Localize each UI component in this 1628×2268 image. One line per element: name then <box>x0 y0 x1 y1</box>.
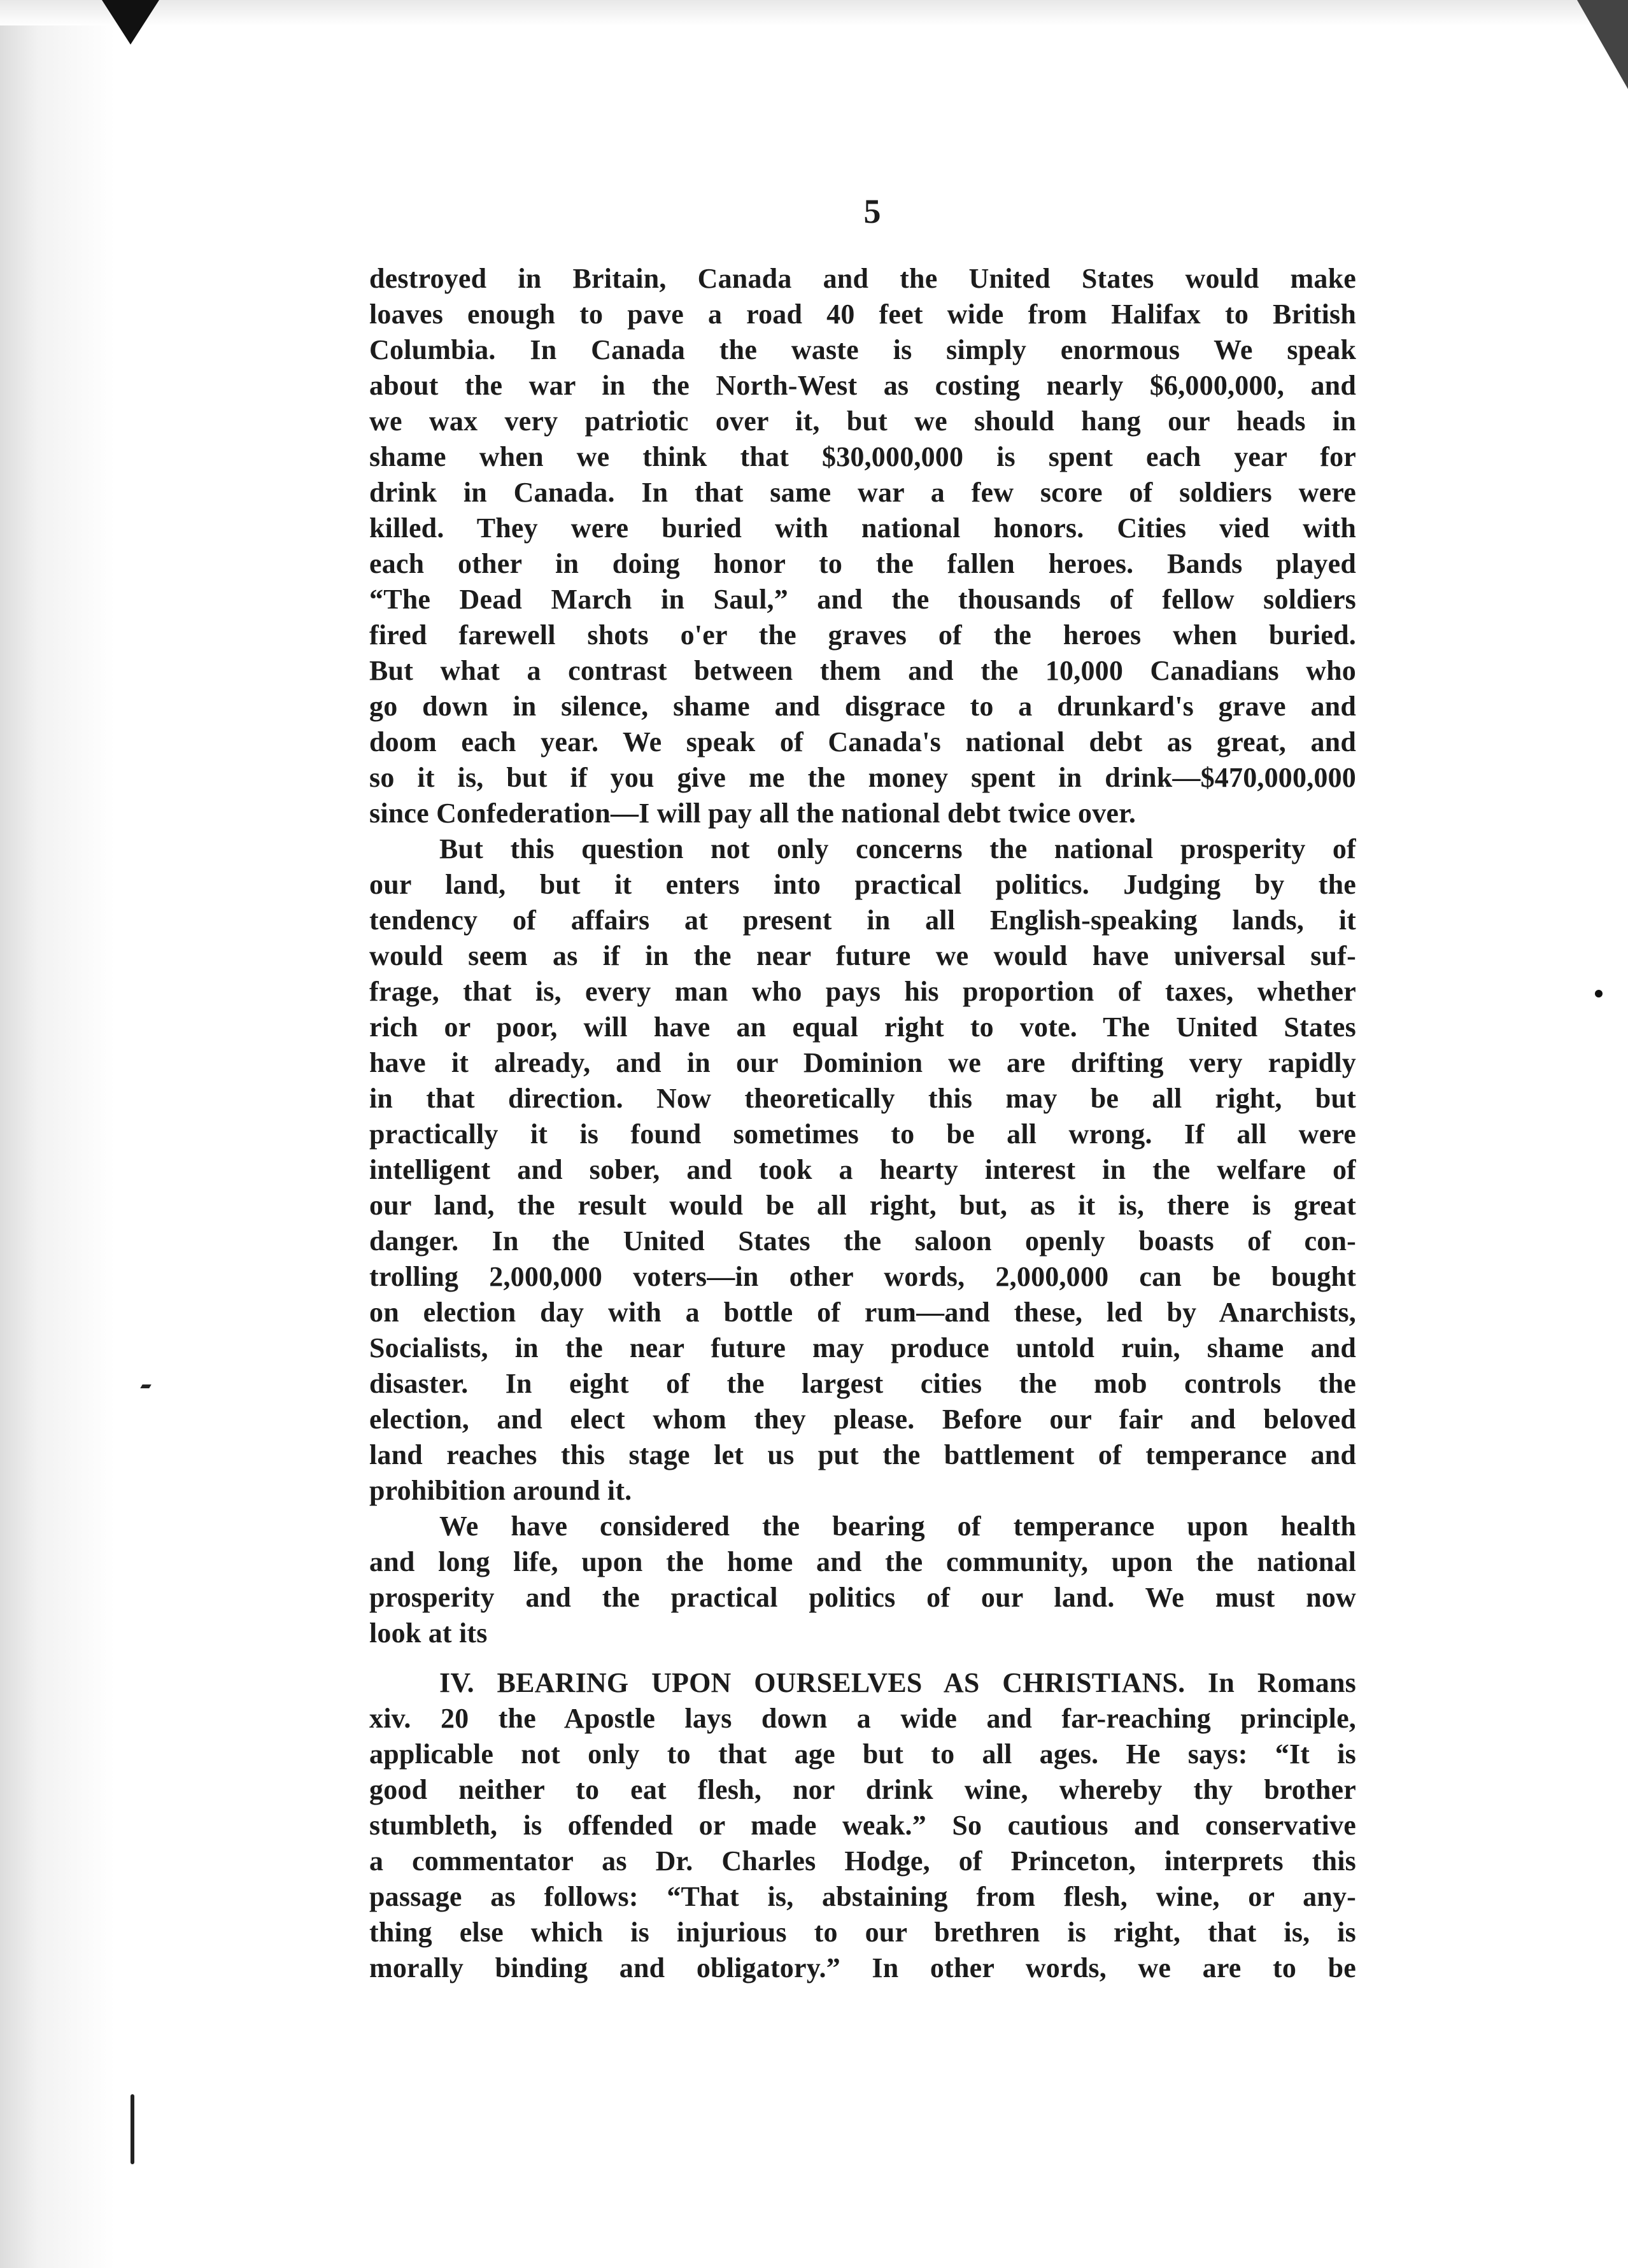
scan-corner-mark-left <box>102 0 159 45</box>
text-line: applicable not only to that age but to all ages. He says: “It is <box>369 1738 1356 1770</box>
paragraph <box>369 261 1356 831</box>
text-line: disaster. In eight of the largest cities the mob controls the <box>369 1368 1356 1399</box>
text-line: morally binding and obligatory.” In other words, we are to be <box>369 1952 1356 1983</box>
text-line: tendency of affairs at present in all English-speaking lands, it <box>369 905 1356 936</box>
scan-shadow-left <box>0 0 146 2268</box>
text-line: drink in Canada. In that same war a few score of soldiers were <box>369 477 1356 508</box>
text-line: But this question not only concerns the national prosperity of <box>439 833 1356 864</box>
text-line: shame when we think that $30,000,000 is spent each year for <box>369 441 1356 472</box>
text-line: destroyed in Britain, Canada and the United States would make <box>369 263 1356 294</box>
text-line: stumbleth, is offended or made weak.” So cautious and conservative <box>369 1810 1356 1841</box>
text-line: on election day with a bottle of rum—and these, led by Anarchists, <box>369 1297 1356 1328</box>
text-line: election, and elect whom they please. Before our fair and beloved <box>369 1404 1356 1435</box>
text-line: xiv. 20 the Apostle lays down a wide and far-reaching principle, <box>369 1703 1356 1734</box>
page-number: 5 <box>863 192 881 230</box>
text-line: Columbia. In Canada the waste is simply enormous We speak <box>369 334 1356 365</box>
text-line: look at its <box>369 1617 488 1649</box>
scan-shadow-top <box>0 0 1628 25</box>
text-line: But what a contrast between them and the 10,000 Canadians who <box>369 655 1356 686</box>
text-line: danger. In the United States the saloon openly boasts of con- <box>369 1225 1356 1257</box>
text-line: We have considered the bearing of temperance upon health <box>439 1511 1356 1542</box>
text-line: good neither to eat flesh, nor drink wine, whereby thy brother <box>369 1774 1356 1805</box>
text-line: doom each year. We speak of Canada's national debt as great, and <box>369 726 1356 757</box>
text-line: about the war in the North-West as costing nearly $6,000,000, and <box>369 370 1356 401</box>
text-line: rich or poor, will have an equal right to vote. The United States <box>369 1011 1356 1043</box>
margin-bracket-mark <box>131 2094 134 2164</box>
text-line: IV. BEARING UPON OURSELVES AS CHRISTIANS. In Romans <box>439 1667 1356 1698</box>
text-line: a commentator as Dr. Charles Hodge, of Princeton, interprets this <box>369 1845 1356 1877</box>
text-line: practically it is found sometimes to be all wrong. If all were <box>369 1118 1356 1150</box>
text-line: fired farewell shots o'er the graves of the heroes when buried. <box>369 619 1356 651</box>
text-line: in that direction. Now theoretically this may be all right, but <box>369 1083 1356 1114</box>
margin-speck <box>1595 990 1603 997</box>
text-line: have it already, and in our Dominion we are drifting very rapidly <box>369 1047 1356 1078</box>
text-line: trolling 2,000,000 voters—in other words, 2,000,000 can be bought <box>369 1261 1356 1292</box>
paragraph <box>369 1509 1356 1651</box>
text-line: killed. They were buried with national honors. Cities vied with <box>369 512 1356 544</box>
text-line: prosperity and the practical politics of our land. We must now <box>369 1582 1356 1613</box>
text-line: our land, the result would be all right, but, as it is, there is great <box>369 1190 1356 1221</box>
text-line: intelligent and sober, and took a hearty interest in the welfare of <box>369 1154 1356 1185</box>
text-line: passage as follows: “That is, abstaining from flesh, wine, or any- <box>369 1881 1356 1912</box>
paragraph <box>369 831 1356 1509</box>
text-line: frage, that is, every man who pays his proportion of taxes, whether <box>369 976 1356 1007</box>
text-line: go down in silence, shame and disgrace to a drunkard's grave and <box>369 691 1356 722</box>
text-line: each other in doing honor to the fallen heroes. Bands played <box>369 548 1356 579</box>
text-line: we wax very patriotic over it, but we should hang our heads in <box>369 405 1356 437</box>
body-text <box>369 261 1356 1986</box>
text-line: would seem as if in the near future we would have universal suf- <box>369 940 1356 971</box>
text-line: so it is, but if you give me the money spent in drink—$470,000,000 <box>369 762 1356 793</box>
scan-corner-mark-right <box>1577 0 1628 89</box>
text-line: land reaches this stage let us put the battlement of temperance and <box>369 1439 1356 1470</box>
text-line: thing else which is injurious to our brethren is right, that is, is <box>369 1917 1356 1948</box>
text-line: loaves enough to pave a road 40 feet wide from Halifax to British <box>369 299 1356 330</box>
text-line: prohibition around it. <box>369 1475 632 1506</box>
paragraph-gap <box>369 1651 1356 1665</box>
margin-speck <box>140 1384 151 1388</box>
text-line: our land, but it enters into practical politics. Judging by the <box>369 869 1356 900</box>
section-heading-paragraph <box>369 1665 1356 1986</box>
text-line: “The Dead March in Saul,” and the thousands of fellow soldiers <box>369 584 1356 615</box>
text-line: Socialists, in the near future may produce untold ruin, shame and <box>369 1332 1356 1363</box>
text-line: and long life, upon the home and the community, upon the national <box>369 1546 1356 1577</box>
text-line: since Confederation—I will pay all the national debt twice over. <box>369 798 1136 829</box>
